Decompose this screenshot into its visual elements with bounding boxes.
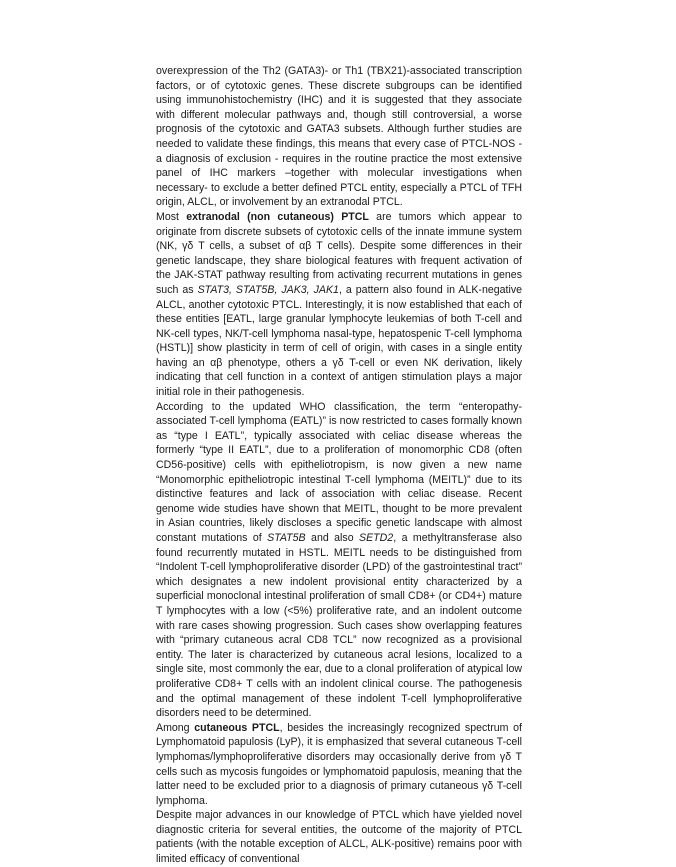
text-run: Most — [156, 210, 187, 223]
text-run: , a pattern also found in ALK-negative ALCL, another cytotoxic PTCL. Interestingly, it is now established that each of these entities [EATL, large granular lymphocyte leukemias of both T-cell and NK-cell types, NK/T-cell lymphoma nasal-type, hepatospenic T-cell lymphoma (HSTL)] show plasticity in term of cell of origin, with cases in a single entity having an αβ phenotype, others a γδ T-cell or even NK derivation, likely indicating that cell function in a context of antigen stimulation plays a major initial role in their pathogenesis. — [156, 283, 523, 399]
text-run: are tumors which appear to originate from discrete subsets of cytotoxic cells of the innate immune system (NK, γδ T cells, a subset of αβ T cells). Despite some differences in their genetic landscape, they share biological features with frequent activation of the JAK-STAT pathway resulting from activating recurrent mutations in genes such as — [156, 210, 522, 296]
italic-gene-stat5b: STAT5B — [267, 532, 306, 544]
bold-term-extranodal-ptcl: extranodal (non cutaneous) PTCL — [186, 210, 369, 223]
text-run: , a methyltransferase also found recurrently mutated in HSTL. MEITL needs to be distinguished from “Indolent T-cell lymphoproliferative disorder (LPD) of the gastrointestinal tract” which designates a new indolent provisional entity characterized by a superficial monoclonal intestinal proliferation of small CD8+ (or CD4+) mature T lymphocytes with a low (<5%) proliferative rate, and an indolent outcome with rare cases showing progression. Such cases show overlapping features with “primary cutaneous acral CD8 TCL” now recognized as a provisional entity. The later is characterized by cutaneous acral lesions, localized to a single site, most commonly the ear, due to a clonal proliferation of atypical low proliferative CD8+ T cells with an indolent clinical course. The pathogenesis and the optimal management of these indolent T-cell lymphoproliferative disorders need to be determined. — [156, 532, 522, 720]
paragraph-extranodal-ptcl — [156, 210, 522, 400]
paragraph-outcome — [156, 808, 522, 866]
paragraph-cutaneous-ptcl — [156, 721, 522, 809]
text-run: Among — [156, 721, 195, 734]
text-run: and also — [305, 532, 360, 544]
text-run: overexpression of the Th2 (GATA3)- or Th1 (TBX21)-associated transcription factors, or of cytotoxic genes. These discrete subgroups can be identified using immunohistochemistry (IHC) and it is suggested that they associate with different molecular pathways and, though still controversial, a worse prognosis of the cytotoxic and GATA3 subsets. Although further studies are needed to validate these findings, this means that every case of PTCL-NOS - a diagnosis of exclusion - requires in the routine practice the most extensive panel of IHC markers –together with molecular investigations when necessary- to exclude a better defined PTCL entity, especially a PTCL of TFH origin, ALCL, or involvement by an extranodal PTCL. — [156, 65, 522, 209]
paragraph-eatl-meitl — [156, 400, 522, 721]
italic-gene-list: STAT3, STAT5B, JAK3, JAK1 — [197, 283, 339, 296]
bold-term-cutaneous-ptcl: cutaneous PTCL — [194, 721, 280, 734]
text-run: Despite major advances in our knowledge of PTCL which have yielded novel diagnostic criteria for several entities, the outcome of the majority of PTCL patients (with the notable exception of ALCL, ALK-positive) remains poor with limited efficacy of conventional — [156, 809, 522, 866]
text-run: According to the updated WHO classification, the term “enteropathy-associated T-cell lymphoma (EATL)” is now restricted to cases formally known as “type I EATL”, typically associated with celiac disease whereas the formerly “type II EATL”, due to a proliferation of monomorphic CD8 (often CD56-positive) cells with epitheliotropism, is now given a new name “Monomorphic epitheliotropic intestinal T-cell lymphoma (MEITL)” due to its distinctive features and lack of association with celiac disease. Recent genome wide studies have shown that MEITL, thought to be more prevalent in Asian countries, likely discloses a specific genetic landscape with almost constant mutations of — [156, 400, 522, 544]
text-run: , besides the increasingly recognized spectrum of Lymphomatoid papulosis (LyP), it is emphasized that several cutaneous T-cell lymphomas/lymphoproliferative disorders may occasionally derive from γδ T cells such as mycosis fungoides or lymphomatoid papulosis, meaning that the latter need to be excluded prior to a diagnosis of primary cutaneous γδ T-cell lymphoma. — [156, 721, 522, 807]
italic-gene-setd2: SETD2 — [359, 532, 394, 544]
paragraph-ptcl-nos-subgroups — [156, 64, 522, 210]
document-page — [156, 64, 522, 867]
